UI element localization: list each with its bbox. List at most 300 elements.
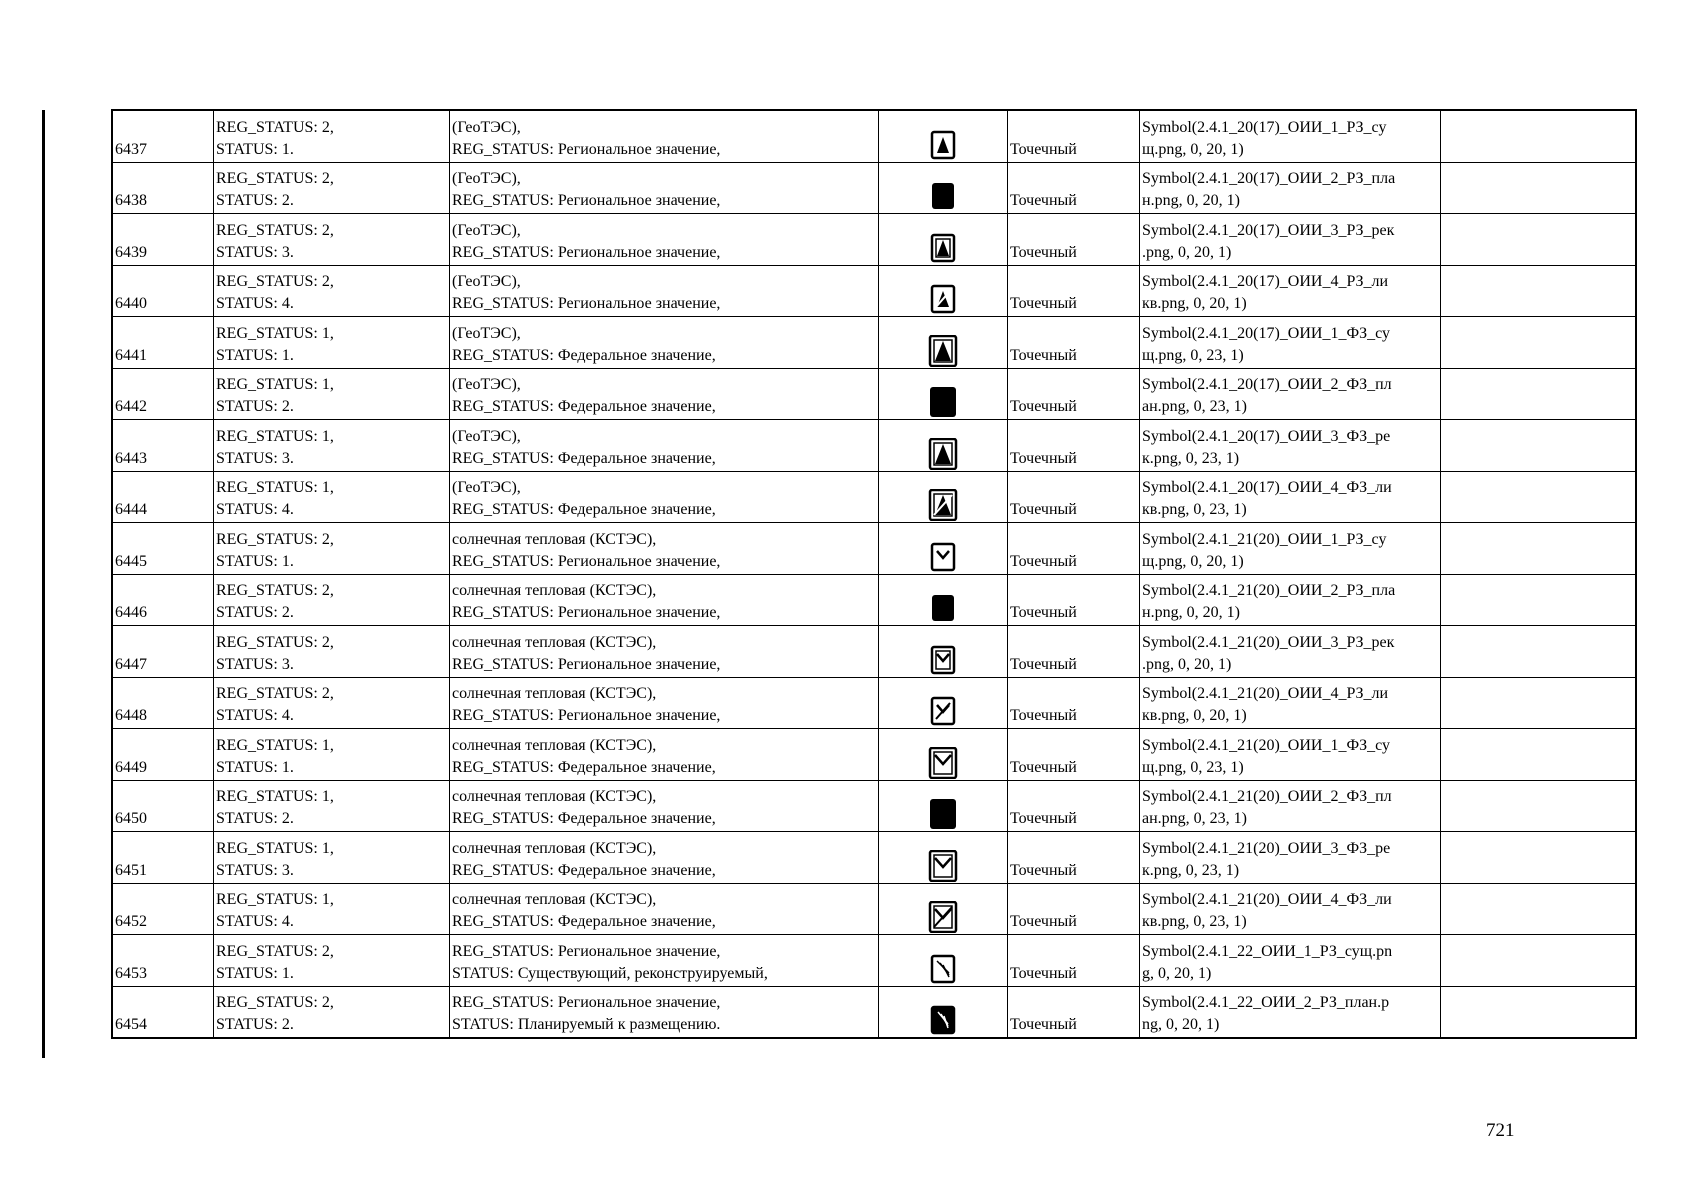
geometry-type: Точечный bbox=[1010, 398, 1077, 415]
reg-status-text: REG_STATUS: 2, bbox=[216, 273, 334, 290]
object-id-cell bbox=[112, 523, 214, 575]
symbol-definition-line-1: Symbol(2.4.1_21(20)_ОИИ_1_РЗ_су bbox=[1142, 530, 1387, 548]
symbol-definition-cell bbox=[1140, 471, 1441, 523]
status-text: STATUS: 4. bbox=[216, 295, 294, 312]
description-cell bbox=[450, 677, 879, 729]
symbol-definition-cell bbox=[1140, 626, 1441, 678]
status-cell bbox=[214, 780, 450, 832]
geometry-type: Точечный bbox=[1010, 758, 1077, 776]
table-row bbox=[112, 317, 1636, 369]
geometry-type: Точечный bbox=[1010, 192, 1077, 209]
symbol-definition-cell bbox=[1140, 368, 1441, 420]
empty-cell bbox=[1441, 626, 1637, 678]
reg-status-text: REG_STATUS: 2, bbox=[216, 221, 334, 239]
status-text: STATUS: 1. bbox=[216, 758, 294, 776]
symbol-definition-line-2: кв.png, 0, 23, 1) bbox=[1142, 501, 1247, 518]
symbol-icon-cell bbox=[879, 471, 1008, 523]
symbol-definition-cell bbox=[1140, 523, 1441, 575]
object-id-cell bbox=[112, 780, 214, 832]
empty-cell bbox=[1441, 935, 1637, 987]
table-row bbox=[112, 729, 1636, 781]
geothermal-planned-regional-icon bbox=[928, 180, 958, 212]
description-line-1: (ГеоТЭС), bbox=[452, 170, 521, 187]
solar-planned-regional-icon bbox=[928, 592, 958, 624]
empty-cell bbox=[1441, 317, 1637, 369]
symbol-icon-cell bbox=[879, 780, 1008, 832]
object-id: 6453 bbox=[115, 964, 147, 982]
solar-existing-federal-icon bbox=[928, 747, 958, 779]
reg-status-text: REG_STATUS: 1, bbox=[216, 839, 334, 857]
status-cell bbox=[214, 935, 450, 987]
status-cell bbox=[214, 110, 450, 162]
symbol-definition-line-1: Symbol(2.4.1_20(17)_ОИИ_4_РЗ_ли bbox=[1142, 273, 1389, 290]
table-row bbox=[112, 883, 1636, 935]
geometry-type-cell bbox=[1008, 883, 1140, 935]
object-id-cell bbox=[112, 677, 214, 729]
symbol-definition-line-1: Symbol(2.4.1_20(17)_ОИИ_1_РЗ_су bbox=[1142, 118, 1387, 136]
geometry-type: Точечный bbox=[1010, 861, 1077, 879]
status-cell bbox=[214, 471, 450, 523]
symbol-definition-line-2: н.png, 0, 20, 1) bbox=[1142, 604, 1240, 621]
description-line-1: (ГеоТЭС), bbox=[452, 479, 521, 496]
status-text: STATUS: 3. bbox=[216, 449, 294, 467]
table-row bbox=[112, 368, 1636, 420]
symbol-definition-line-2: кв.png, 0, 20, 1) bbox=[1142, 707, 1247, 724]
object-id-cell bbox=[112, 935, 214, 987]
description-line-1: солнечная тепловая (КСТЭС), bbox=[452, 633, 657, 651]
object-id-cell bbox=[112, 986, 214, 1038]
table-row bbox=[112, 214, 1636, 266]
description-cell bbox=[450, 626, 879, 678]
description-line-1: (ГеоТЭС), bbox=[452, 427, 521, 445]
symbol-definition-line-2: .png, 0, 20, 1) bbox=[1142, 655, 1232, 673]
solar-existing-regional-icon bbox=[928, 541, 958, 573]
geothermal-liquidation-federal-icon bbox=[928, 489, 958, 521]
symbol-definition-line-2: ng, 0, 20, 1) bbox=[1142, 1016, 1220, 1033]
geometry-type-cell bbox=[1008, 368, 1140, 420]
reg-status-text: REG_STATUS: 2, bbox=[216, 118, 334, 136]
symbol-definition-line-1: Symbol(2.4.1_21(20)_ОИИ_3_ФЗ_ре bbox=[1142, 839, 1391, 857]
symbol-definition-line-2: щ.png, 0, 20, 1) bbox=[1142, 552, 1244, 570]
symbol-definition-line-2: кв.png, 0, 20, 1) bbox=[1142, 295, 1247, 312]
empty-cell bbox=[1441, 162, 1637, 214]
description-cell bbox=[450, 883, 879, 935]
table-row bbox=[112, 677, 1636, 729]
symbol-definition-cell bbox=[1140, 162, 1441, 214]
symbol-definition-line-1: Symbol(2.4.1_21(20)_ОИИ_2_РЗ_пла bbox=[1142, 582, 1396, 599]
description-line-2: REG_STATUS: Федеральное значение, bbox=[452, 913, 716, 930]
symbol-definition-line-1: Symbol(2.4.1_20(17)_ОИИ_2_РЗ_пла bbox=[1142, 170, 1396, 187]
object-id-cell bbox=[112, 574, 214, 626]
description-line-2: REG_STATUS: Региональное значение, bbox=[452, 140, 721, 158]
symbol-definition-cell bbox=[1140, 883, 1441, 935]
description-line-2: REG_STATUS: Федеральное значение, bbox=[452, 398, 716, 415]
status-text: STATUS: 3. bbox=[216, 655, 294, 673]
symbol-definition-line-1: Symbol(2.4.1_20(17)_ОИИ_3_ФЗ_ре bbox=[1142, 427, 1391, 445]
status-text: STATUS: 2. bbox=[216, 810, 294, 827]
description-cell bbox=[450, 368, 879, 420]
object-id-cell bbox=[112, 265, 214, 317]
status-cell bbox=[214, 214, 450, 266]
symbol-definition-cell bbox=[1140, 677, 1441, 729]
symbol-definition-cell bbox=[1140, 780, 1441, 832]
reg-status-text: REG_STATUS: 2, bbox=[216, 530, 334, 548]
description-line-1: (ГеоТЭС), bbox=[452, 221, 521, 239]
reg-status-text: REG_STATUS: 1, bbox=[216, 891, 334, 908]
geometry-type-cell bbox=[1008, 162, 1140, 214]
object-id: 6454 bbox=[115, 1016, 147, 1033]
object-id-cell bbox=[112, 110, 214, 162]
description-line-1: (ГеоТЭС), bbox=[452, 273, 521, 290]
symbol-icon-cell bbox=[879, 265, 1008, 317]
description-line-2: REG_STATUS: Региональное значение, bbox=[452, 243, 721, 261]
symbol-definition-line-1: Symbol(2.4.1_22_ОИИ_1_РЗ_сущ.pn bbox=[1142, 942, 1393, 960]
table-row bbox=[112, 935, 1636, 987]
geometry-type-cell bbox=[1008, 110, 1140, 162]
symbol-definition-line-2: кв.png, 0, 23, 1) bbox=[1142, 913, 1247, 930]
description-line-1: REG_STATUS: Региональное значение, bbox=[452, 942, 721, 960]
solar-reconstruction-regional-icon bbox=[928, 644, 958, 676]
object-id: 6444 bbox=[115, 501, 147, 518]
object-id-cell bbox=[112, 420, 214, 472]
geometry-type: Точечный bbox=[1010, 552, 1077, 570]
description-line-2: REG_STATUS: Региональное значение, bbox=[452, 295, 721, 312]
empty-cell bbox=[1441, 574, 1637, 626]
symbol-definition-line-2: ан.png, 0, 23, 1) bbox=[1142, 810, 1247, 827]
status-text: STATUS: 4. bbox=[216, 707, 294, 724]
description-line-1: солнечная тепловая (КСТЭС), bbox=[452, 530, 657, 548]
symbol-icon-cell bbox=[879, 523, 1008, 575]
object-id: 6439 bbox=[115, 243, 147, 261]
symbol-definition-cell bbox=[1140, 832, 1441, 884]
status-cell bbox=[214, 420, 450, 472]
object-id: 6450 bbox=[115, 810, 147, 827]
status-text: STATUS: 1. bbox=[216, 964, 294, 982]
status-text: STATUS: 4. bbox=[216, 501, 294, 518]
symbol-icon-cell bbox=[879, 162, 1008, 214]
symbol-icon-cell bbox=[879, 729, 1008, 781]
description-line-1: (ГеоТЭС), bbox=[452, 376, 521, 393]
table-row bbox=[112, 832, 1636, 884]
object-id: 6445 bbox=[115, 552, 147, 570]
solar-reconstruction-federal-icon bbox=[928, 850, 958, 882]
geometry-type-cell bbox=[1008, 626, 1140, 678]
table-row bbox=[112, 574, 1636, 626]
table-row bbox=[112, 471, 1636, 523]
empty-cell bbox=[1441, 523, 1637, 575]
empty-cell bbox=[1441, 780, 1637, 832]
description-line-1: солнечная тепловая (КСТЭС), bbox=[452, 685, 657, 702]
page-number: 721 bbox=[1486, 1120, 1515, 1141]
symbol-icon-cell bbox=[879, 368, 1008, 420]
symbol-icon-cell bbox=[879, 986, 1008, 1038]
symbol-definition-line-1: Symbol(2.4.1_20(17)_ОИИ_3_РЗ_рек bbox=[1142, 221, 1395, 239]
status-text: STATUS: 3. bbox=[216, 861, 294, 879]
geometry-type-cell bbox=[1008, 317, 1140, 369]
reg-status-text: REG_STATUS: 1, bbox=[216, 324, 334, 342]
geometry-type: Точечный bbox=[1010, 449, 1077, 467]
reg-status-text: REG_STATUS: 2, bbox=[216, 994, 334, 1011]
symbol-definition-line-2: к.png, 0, 23, 1) bbox=[1142, 449, 1240, 467]
symbol-icon-cell bbox=[879, 677, 1008, 729]
status-cell bbox=[214, 317, 450, 369]
object-id: 6447 bbox=[115, 655, 147, 673]
geometry-type: Точечный bbox=[1010, 346, 1077, 364]
description-line-1: солнечная тепловая (КСТЭС), bbox=[452, 788, 657, 805]
table-row bbox=[112, 986, 1636, 1038]
geometry-type-cell bbox=[1008, 729, 1140, 781]
status-cell bbox=[214, 677, 450, 729]
hatched-existing-regional-icon bbox=[928, 953, 958, 985]
description-line-2: REG_STATUS: Федеральное значение, bbox=[452, 758, 716, 776]
status-text: STATUS: 3. bbox=[216, 243, 294, 261]
object-id: 6441 bbox=[115, 346, 147, 364]
status-text: STATUS: 2. bbox=[216, 398, 294, 415]
description-line-2: REG_STATUS: Региональное значение, bbox=[452, 552, 721, 570]
description-line-2: REG_STATUS: Федеральное значение, bbox=[452, 810, 716, 827]
page-margin-line bbox=[42, 110, 45, 1058]
status-cell bbox=[214, 265, 450, 317]
description-line-1: (ГеоТЭС), bbox=[452, 324, 521, 342]
object-id: 6452 bbox=[115, 913, 147, 930]
object-id-cell bbox=[112, 626, 214, 678]
geothermal-existing-federal-icon bbox=[928, 335, 958, 367]
symbol-definition-line-1: Symbol(2.4.1_22_ОИИ_2_РЗ_план.p bbox=[1142, 994, 1390, 1011]
description-line-1: солнечная тепловая (КСТЭС), bbox=[452, 839, 657, 857]
description-cell bbox=[450, 780, 879, 832]
symbol-definition-cell bbox=[1140, 574, 1441, 626]
status-cell bbox=[214, 162, 450, 214]
table-row bbox=[112, 420, 1636, 472]
geometry-type: Точечный bbox=[1010, 913, 1077, 930]
geometry-type-cell bbox=[1008, 574, 1140, 626]
empty-cell bbox=[1441, 677, 1637, 729]
table-body bbox=[112, 110, 1636, 1038]
symbol-definition-cell bbox=[1140, 729, 1441, 781]
geometry-type: Точечный bbox=[1010, 604, 1077, 621]
table-row bbox=[112, 162, 1636, 214]
solar-planned-federal-icon bbox=[928, 798, 958, 830]
reg-status-text: REG_STATUS: 1, bbox=[216, 788, 334, 805]
geometry-type-cell bbox=[1008, 420, 1140, 472]
symbol-definition-line-1: Symbol(2.4.1_20(17)_ОИИ_1_ФЗ_су bbox=[1142, 324, 1390, 342]
symbol-definition-cell bbox=[1140, 110, 1441, 162]
status-cell bbox=[214, 368, 450, 420]
empty-cell bbox=[1441, 883, 1637, 935]
symbol-definition-cell bbox=[1140, 317, 1441, 369]
description-line-2: REG_STATUS: Региональное значение, bbox=[452, 707, 721, 724]
empty-cell bbox=[1441, 471, 1637, 523]
symbol-icon-cell bbox=[879, 420, 1008, 472]
object-id: 6446 bbox=[115, 604, 147, 621]
reg-status-text: REG_STATUS: 1, bbox=[216, 376, 334, 393]
geometry-type: Точечный bbox=[1010, 140, 1077, 158]
reg-status-text: REG_STATUS: 2, bbox=[216, 685, 334, 702]
description-line-2: REG_STATUS: Федеральное значение, bbox=[452, 449, 716, 467]
object-id-cell bbox=[112, 317, 214, 369]
description-line-2: STATUS: Существующий, реконструируемый, bbox=[452, 964, 768, 982]
symbol-icon-cell bbox=[879, 574, 1008, 626]
geometry-type: Точечный bbox=[1010, 655, 1077, 673]
geothermal-planned-federal-icon bbox=[928, 386, 958, 418]
geometry-type: Точечный bbox=[1010, 964, 1077, 982]
object-id: 6451 bbox=[115, 861, 147, 879]
description-line-2: STATUS: Планируемый к размещению. bbox=[452, 1016, 721, 1033]
table-row bbox=[112, 626, 1636, 678]
description-cell bbox=[450, 162, 879, 214]
reg-status-text: REG_STATUS: 2, bbox=[216, 633, 334, 651]
symbol-icon-cell bbox=[879, 214, 1008, 266]
description-line-2: REG_STATUS: Региональное значение, bbox=[452, 604, 721, 621]
symbol-definition-line-2: щ.png, 0, 23, 1) bbox=[1142, 758, 1244, 776]
geothermal-liquidation-regional-icon bbox=[928, 283, 958, 315]
description-cell bbox=[450, 471, 879, 523]
reg-status-text: REG_STATUS: 2, bbox=[216, 170, 334, 187]
reg-status-text: REG_STATUS: 2, bbox=[216, 582, 334, 599]
symbol-definition-line-2: ан.png, 0, 23, 1) bbox=[1142, 398, 1247, 415]
status-cell bbox=[214, 883, 450, 935]
description-cell bbox=[450, 986, 879, 1038]
symbol-definition-line-1: Symbol(2.4.1_21(20)_ОИИ_3_РЗ_рек bbox=[1142, 633, 1395, 651]
description-line-1: солнечная тепловая (КСТЭС), bbox=[452, 582, 657, 599]
status-cell bbox=[214, 523, 450, 575]
symbol-definition-cell bbox=[1140, 420, 1441, 472]
description-cell bbox=[450, 420, 879, 472]
symbol-definition-line-2: к.png, 0, 23, 1) bbox=[1142, 861, 1240, 879]
symbol-definition-line-1: Symbol(2.4.1_20(17)_ОИИ_4_ФЗ_ли bbox=[1142, 479, 1392, 496]
geometry-type: Точечный bbox=[1010, 1016, 1077, 1033]
object-id: 6442 bbox=[115, 398, 147, 415]
geothermal-reconstruction-federal-icon bbox=[928, 438, 958, 470]
description-cell bbox=[450, 729, 879, 781]
empty-cell bbox=[1441, 214, 1637, 266]
object-id: 6438 bbox=[115, 192, 147, 209]
object-id-cell bbox=[112, 162, 214, 214]
symbol-definition-line-1: Symbol(2.4.1_21(20)_ОИИ_4_ФЗ_ли bbox=[1142, 891, 1392, 908]
reg-status-text: REG_STATUS: 1, bbox=[216, 479, 334, 496]
geothermal-reconstruction-regional-icon bbox=[928, 232, 958, 264]
object-id: 6448 bbox=[115, 707, 147, 724]
description-line-2: REG_STATUS: Федеральное значение, bbox=[452, 346, 716, 364]
table-row bbox=[112, 523, 1636, 575]
symbol-table bbox=[111, 109, 1637, 1039]
object-id-cell bbox=[112, 368, 214, 420]
symbol-definition-line-2: щ.png, 0, 20, 1) bbox=[1142, 140, 1244, 158]
symbol-definition-line-2: н.png, 0, 20, 1) bbox=[1142, 192, 1240, 209]
status-text: STATUS: 1. bbox=[216, 140, 294, 158]
symbol-definition-cell bbox=[1140, 935, 1441, 987]
symbol-icon-cell bbox=[879, 110, 1008, 162]
symbol-definition-line-1: Symbol(2.4.1_21(20)_ОИИ_4_РЗ_ли bbox=[1142, 685, 1389, 702]
description-line-1: REG_STATUS: Региональное значение, bbox=[452, 994, 721, 1011]
geometry-type-cell bbox=[1008, 523, 1140, 575]
geometry-type-cell bbox=[1008, 986, 1140, 1038]
symbol-icon-cell bbox=[879, 832, 1008, 884]
table-row bbox=[112, 780, 1636, 832]
description-line-1: (ГеоТЭС), bbox=[452, 118, 521, 136]
symbol-definition-line-1: Symbol(2.4.1_20(17)_ОИИ_2_ФЗ_пл bbox=[1142, 376, 1392, 393]
geometry-type: Точечный bbox=[1010, 810, 1077, 827]
geometry-type-cell bbox=[1008, 265, 1140, 317]
symbol-definition-line-2: щ.png, 0, 23, 1) bbox=[1142, 346, 1244, 364]
geometry-type-cell bbox=[1008, 471, 1140, 523]
empty-cell bbox=[1441, 265, 1637, 317]
object-id-cell bbox=[112, 832, 214, 884]
description-line-1: солнечная тепловая (КСТЭС), bbox=[452, 736, 657, 754]
object-id: 6449 bbox=[115, 758, 147, 776]
table-row bbox=[112, 265, 1636, 317]
status-text: STATUS: 1. bbox=[216, 346, 294, 364]
description-cell bbox=[450, 110, 879, 162]
description-line-1: солнечная тепловая (КСТЭС), bbox=[452, 891, 657, 908]
geometry-type: Точечный bbox=[1010, 707, 1077, 724]
symbol-icon-cell bbox=[879, 626, 1008, 678]
geometry-type-cell bbox=[1008, 677, 1140, 729]
description-line-2: REG_STATUS: Региональное значение, bbox=[452, 192, 721, 209]
description-line-2: REG_STATUS: Федеральное значение, bbox=[452, 861, 716, 879]
geometry-type-cell bbox=[1008, 935, 1140, 987]
description-line-2: REG_STATUS: Федеральное значение, bbox=[452, 501, 716, 518]
empty-cell bbox=[1441, 110, 1637, 162]
description-line-2: REG_STATUS: Региональное значение, bbox=[452, 655, 721, 673]
description-cell bbox=[450, 832, 879, 884]
status-text: STATUS: 4. bbox=[216, 913, 294, 930]
status-cell bbox=[214, 626, 450, 678]
geometry-type-cell bbox=[1008, 832, 1140, 884]
status-cell bbox=[214, 832, 450, 884]
status-text: STATUS: 2. bbox=[216, 1016, 294, 1033]
geothermal-existing-regional-icon bbox=[928, 129, 958, 161]
symbol-definition-cell bbox=[1140, 265, 1441, 317]
reg-status-text: REG_STATUS: 1, bbox=[216, 427, 334, 445]
object-id: 6440 bbox=[115, 295, 147, 312]
description-cell bbox=[450, 265, 879, 317]
solar-liquidation-regional-icon bbox=[928, 695, 958, 727]
reg-status-text: REG_STATUS: 1, bbox=[216, 736, 334, 754]
status-text: STATUS: 2. bbox=[216, 192, 294, 209]
symbol-definition-cell bbox=[1140, 986, 1441, 1038]
symbol-definition-line-2: g, 0, 20, 1) bbox=[1142, 964, 1212, 982]
geometry-type: Точечный bbox=[1010, 243, 1077, 261]
object-id: 6443 bbox=[115, 449, 147, 467]
description-cell bbox=[450, 935, 879, 987]
status-cell bbox=[214, 986, 450, 1038]
object-id-cell bbox=[112, 214, 214, 266]
hatched-planned-regional-icon bbox=[928, 1004, 958, 1036]
symbol-definition-line-1: Symbol(2.4.1_21(20)_ОИИ_2_ФЗ_пл bbox=[1142, 788, 1392, 805]
geometry-type-cell bbox=[1008, 780, 1140, 832]
solar-liquidation-federal-icon bbox=[928, 901, 958, 933]
symbol-definition-line-1: Symbol(2.4.1_21(20)_ОИИ_1_ФЗ_су bbox=[1142, 736, 1390, 754]
status-text: STATUS: 1. bbox=[216, 552, 294, 570]
empty-cell bbox=[1441, 986, 1637, 1038]
description-cell bbox=[450, 574, 879, 626]
geometry-type: Точечный bbox=[1010, 501, 1077, 518]
geometry-type: Точечный bbox=[1010, 295, 1077, 312]
object-id: 6437 bbox=[115, 140, 147, 158]
symbol-icon-cell bbox=[879, 317, 1008, 369]
description-cell bbox=[450, 317, 879, 369]
description-cell bbox=[450, 214, 879, 266]
empty-cell bbox=[1441, 729, 1637, 781]
symbol-icon-cell bbox=[879, 935, 1008, 987]
object-id-cell bbox=[112, 883, 214, 935]
status-cell bbox=[214, 574, 450, 626]
empty-cell bbox=[1441, 368, 1637, 420]
geometry-type-cell bbox=[1008, 214, 1140, 266]
reg-status-text: REG_STATUS: 2, bbox=[216, 942, 334, 960]
object-id-cell bbox=[112, 729, 214, 781]
